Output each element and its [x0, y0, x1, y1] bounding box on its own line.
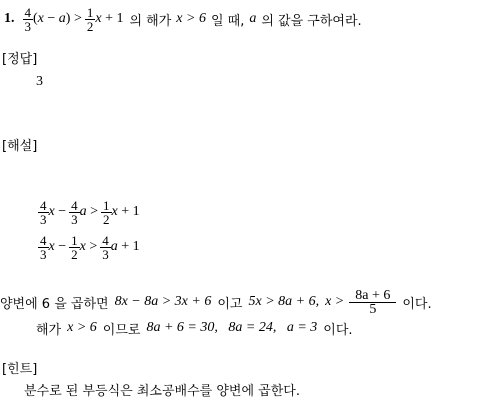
- math-x-plus-1: x + 1: [95, 11, 124, 26]
- fraction-1-2: $\frac{1}{2}$: [71, 232, 78, 262]
- explanation-line-4: [36, 318, 353, 338]
- fraction-4-3: $\frac{4}{3}$: [40, 197, 47, 227]
- hint-text: 분수로 된 부등식은 최소공배수를 양변에 곱한다.: [24, 384, 300, 399]
- explanation-line-1: [38, 195, 140, 229]
- fraction-1-2: $\frac{1}{2}$: [86, 4, 94, 34]
- answer-value: 3: [36, 74, 43, 89]
- problem-var: a: [249, 11, 257, 26]
- line4-mid: 이므로: [102, 322, 141, 338]
- line3-math3: x >: [325, 294, 345, 309]
- math-text: x >: [79, 239, 98, 254]
- fraction-4-3: $\frac{4}{3}$: [102, 232, 109, 262]
- line3-math2: 5x > 8a + 6,: [248, 294, 320, 309]
- fraction-4-3: $\frac{4}{3}$: [24, 4, 31, 34]
- line3-end: 이다.: [402, 296, 432, 312]
- problem-condition: x > 6: [176, 11, 206, 26]
- fraction-4-3: $\frac{4}{3}$: [40, 232, 47, 262]
- problem-text-end: 의 값을 구하여라.: [261, 13, 362, 29]
- math-text: a >: [79, 204, 99, 219]
- problem-text-after: 의 해가: [129, 13, 172, 29]
- fraction-numerator: 8a + 6: [349, 289, 396, 303]
- fraction-1-2: $\frac{1}{2}$: [103, 197, 110, 227]
- fraction-4-3: $\frac{4}{3}$: [71, 197, 78, 227]
- fraction-denominator: 5: [369, 301, 377, 317]
- line3-mid: 이고: [217, 296, 243, 312]
- math-text: x −: [48, 239, 67, 254]
- math-text: a + 1: [110, 239, 140, 254]
- line4-math2: 8a + 6 = 30, 8a = 24, a = 3: [146, 320, 318, 335]
- line4-end: 이다.: [323, 322, 353, 338]
- explanation-heading: [해설]: [2, 139, 38, 154]
- answer-heading: [정답]: [2, 52, 38, 67]
- hint-heading: [힌트]: [2, 362, 38, 377]
- explanation-line-2: [38, 230, 140, 264]
- math-text: x −: [48, 204, 67, 219]
- fraction-8a-plus-6-over-5: [349, 289, 396, 316]
- line3-math1: 8x − 8a > 3x + 6: [114, 294, 212, 309]
- math-x-minus-a: (x − a) >: [33, 11, 82, 26]
- problem-text-when: 일 때,: [210, 13, 245, 29]
- explanation-line-3: [0, 283, 432, 321]
- line3-prefix: 양변에 6 을 곱하면: [0, 296, 109, 312]
- problem-number: 1.: [4, 11, 15, 26]
- line4-math1: x > 6: [67, 320, 97, 335]
- line4-prefix: 해가: [36, 322, 62, 338]
- problem-line: [4, 2, 362, 36]
- math-text: x + 1: [111, 204, 140, 219]
